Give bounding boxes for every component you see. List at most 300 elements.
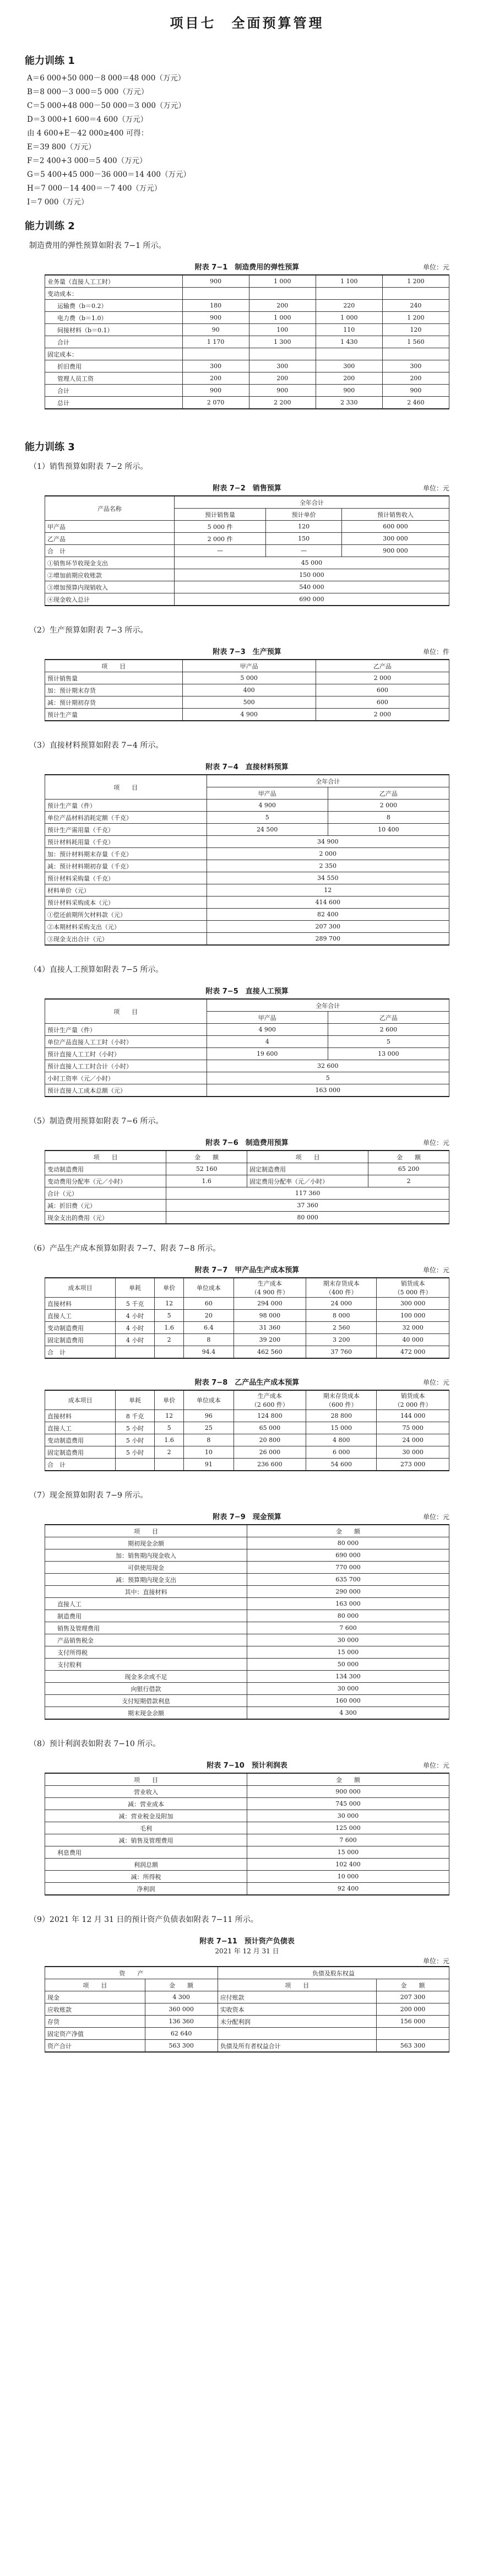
table-row <box>45 800 449 812</box>
table-cell: 94.4 <box>184 1346 234 1359</box>
table-cell: 360 000 <box>145 2003 218 2016</box>
table-cell: 直接人工 <box>45 1422 116 1434</box>
answer-line: G＝5 400+45 000－36 000＝14 400（万元） <box>27 170 191 179</box>
table-cell <box>376 2028 449 2040</box>
table-cell: 合计 <box>45 336 183 348</box>
table-cell: ①偿还前期所欠材料款（元） <box>45 909 207 921</box>
table-unit: 单位：元 <box>422 484 449 492</box>
table-cell: 减：营业成本 <box>45 1798 247 1810</box>
table-cell: 2 000 <box>316 672 449 684</box>
answer-lines <box>25 72 469 209</box>
table-cell: 2 070 <box>182 397 249 409</box>
header-cell: 单耗 <box>116 1278 155 1298</box>
header-cell: 项 目 <box>247 1151 368 1163</box>
table-cell: 32 000 <box>377 1322 449 1334</box>
table-cell: 折旧费用 <box>45 360 183 372</box>
table-header-row <box>45 1525 449 1537</box>
table-cell: ③现金支出合计（元） <box>45 933 207 946</box>
paragraph: （9）2021 年 12 月 31 日的预计资产负债表如附表 7−11 所示。 <box>29 1915 258 1924</box>
table-cell: 472 000 <box>377 1346 449 1359</box>
table-caption: 附表 7−8 乙产品生产成本预算 <box>194 1379 300 1387</box>
table-cell: 合 计 <box>45 1346 116 1359</box>
table-header-row <box>45 660 449 672</box>
table-row <box>45 1310 449 1322</box>
table-row <box>45 672 449 684</box>
table-row <box>45 1562 449 1574</box>
table-cell: 现金 <box>45 1991 145 2003</box>
table-cell: 120 <box>266 521 342 533</box>
table-caption: 附表 7−5 直接人工预算 <box>205 987 289 996</box>
table-cell: 635 700 <box>247 1574 449 1586</box>
table-cell: 37 360 <box>166 1200 449 1212</box>
table-row <box>45 533 449 545</box>
table-cell: 直接人工 <box>45 1310 116 1322</box>
table-cell: 预计材料采购成本（元） <box>45 897 207 909</box>
header-cell: 乙产品 <box>328 787 449 800</box>
table-7-9 <box>45 1508 449 1720</box>
table-cell: ②本期材料采购支出（元） <box>45 921 207 933</box>
table-cell: 运输费（b＝0.2） <box>45 300 183 312</box>
header-cell: 金 额 <box>368 1151 449 1163</box>
table-cell: 其中：直接材料 <box>45 1586 247 1598</box>
section-heading-3: 能力训练 3 <box>25 441 75 453</box>
header-cell: 全年合计 <box>174 496 449 509</box>
table-cell: 117 360 <box>166 1187 449 1200</box>
table-row <box>45 288 449 300</box>
table-cell: 存货 <box>45 2016 145 2028</box>
table-cell: 150 <box>266 533 342 545</box>
header-cell: 单位成本 <box>184 1278 234 1298</box>
table-cell: 180 <box>182 300 249 312</box>
table-cell: 134 300 <box>247 1671 449 1683</box>
table-row <box>45 312 449 324</box>
section-heading-1: 能力训练 1 <box>25 55 75 67</box>
table-cell: 30 000 <box>377 1446 449 1459</box>
header-cell: 甲产品 <box>207 787 328 800</box>
table-cell: 8 <box>184 1434 234 1446</box>
table-cell: 电力费（b＝1.0） <box>45 312 183 324</box>
table-cell: 24 500 <box>207 824 328 836</box>
table-cell: 减：销售及管理费用 <box>45 1834 247 1846</box>
table-row <box>45 933 449 946</box>
table-cell: 91 <box>184 1459 234 1471</box>
table-cell: 34 550 <box>207 872 449 884</box>
table-cell: 96 <box>184 1410 234 1422</box>
table-cell: 5 千克 <box>116 1298 155 1310</box>
table-cell: 32 600 <box>207 1060 449 1072</box>
table-cell: 900 <box>382 385 449 397</box>
table-row <box>45 1859 449 1871</box>
table-row <box>45 1646 449 1659</box>
table-cell: 加：预计材料期末存量（千克） <box>45 848 207 860</box>
table-row <box>45 1072 449 1084</box>
table-cell: 24 000 <box>377 1434 449 1446</box>
table-caption: 附表 7−1 制造费用的弹性预算 <box>194 263 300 272</box>
table-row <box>45 300 449 312</box>
table-row <box>45 1695 449 1707</box>
table-cell: 300 000 <box>377 1298 449 1310</box>
table-cell: 1.6 <box>166 1175 247 1187</box>
table-cell: 1 200 <box>382 312 449 324</box>
table-caption: 附表 7−6 制造费用预算 <box>205 1139 289 1147</box>
table-row <box>45 2028 449 2040</box>
table-cell: 12 <box>207 884 449 897</box>
table-cell: 92 400 <box>247 1883 449 1895</box>
table-row <box>45 836 449 848</box>
table-caption: 附表 7−4 直接材料预算 <box>205 763 289 771</box>
table-cell: 实收资本 <box>218 2003 376 2016</box>
table-row <box>45 1822 449 1834</box>
header-cell: 甲产品 <box>182 660 316 672</box>
table-cell: 营业收入 <box>45 1786 247 1798</box>
table-row <box>45 1346 449 1359</box>
table-cell: 65 000 <box>234 1422 306 1434</box>
table-row <box>45 1200 449 1212</box>
table-row <box>45 1459 449 1471</box>
table-row <box>45 1883 449 1895</box>
table-cell: 75 000 <box>377 1422 449 1434</box>
table-cell: 150 000 <box>174 569 449 581</box>
table-cell: 资产合计 <box>45 2040 145 2053</box>
table-cell: 136 360 <box>145 2016 218 2028</box>
table-7-3 <box>45 642 449 721</box>
answer-line: H＝7 000－14 400＝－7 400（万元） <box>27 184 162 193</box>
table-row <box>45 275 449 288</box>
table-cell: 900 <box>316 385 382 397</box>
table-cell: 预计材料采购量（千克） <box>45 872 207 884</box>
table-cell: 2 600 <box>328 1024 449 1036</box>
table-cell: 102 400 <box>247 1859 449 1871</box>
table-cell <box>316 348 382 360</box>
table-row <box>45 1175 449 1187</box>
header-cell: 销货成本 （5 000 件） <box>377 1278 449 1298</box>
table-row <box>45 1187 449 1200</box>
table-cell: 2 <box>155 1334 184 1346</box>
table-cell: 25 <box>184 1422 234 1434</box>
table-cell: 144 000 <box>377 1410 449 1422</box>
table-header-row <box>45 775 449 787</box>
table-row <box>45 385 449 397</box>
answer-line: 由 4 600+E－42 000≥400 可得： <box>27 129 149 138</box>
table-row <box>45 545 449 557</box>
table-cell: 156 000 <box>376 2016 449 2028</box>
table-cell: 固定制造费用 <box>45 1446 116 1459</box>
table-cell: 2 350 <box>207 860 449 872</box>
table-cell: 5 <box>207 1072 449 1084</box>
table-cell: 负债及所有者权益合计 <box>218 2040 376 2053</box>
table-cell: 100 000 <box>377 1310 449 1322</box>
header-cell: 全年合计 <box>207 775 449 787</box>
table-cell: 220 <box>316 300 382 312</box>
table-row <box>45 684 449 696</box>
table-header-row <box>45 1151 449 1163</box>
table-cell <box>116 1459 155 1471</box>
table-row <box>45 1683 449 1695</box>
table-row <box>45 824 449 836</box>
header-cell: 乙产品 <box>316 660 449 672</box>
table-cell: 290 000 <box>247 1586 449 1598</box>
table-cell: 770 000 <box>247 1562 449 1574</box>
table-caption: 附表 7−7 甲产品生产成本预算 <box>194 1266 300 1275</box>
table-cell: 加：预计期末存货 <box>45 684 183 696</box>
table-row <box>45 872 449 884</box>
table-row <box>45 1298 449 1310</box>
header-cell: 生产成本 （4 900 件） <box>234 1278 306 1298</box>
table-cell: 单位产品材料消耗定额（千克） <box>45 812 207 824</box>
answer-line: F＝2 400+3 000＝5 400（万元） <box>27 156 147 165</box>
table-7-5 <box>45 982 449 1097</box>
table-cell: ④现金收入总计 <box>45 593 175 606</box>
table-row <box>45 569 449 581</box>
table-cell: 3 200 <box>306 1334 377 1346</box>
table-cell: 销售及管理费用 <box>45 1622 247 1634</box>
table-cell: 应付账款 <box>218 1991 376 2003</box>
table-cell <box>316 288 382 300</box>
header-cell: 单价 <box>155 1390 184 1410</box>
table-cell: 28 800 <box>306 1410 377 1422</box>
table-cell: 26 000 <box>234 1446 306 1459</box>
table-cell <box>116 1346 155 1359</box>
table-cell: 1.6 <box>155 1434 184 1446</box>
header-cell: 项 目 <box>45 1979 145 1991</box>
table-cell: 2 560 <box>306 1322 377 1334</box>
table-cell: 减：所得税 <box>45 1871 247 1883</box>
table-row <box>45 348 449 360</box>
table-cell: 变动制造费用 <box>45 1322 116 1334</box>
table-cell: 固定资产净值 <box>45 2028 145 2040</box>
table-cell: 80 000 <box>247 1610 449 1622</box>
table-cell: 1 560 <box>382 336 449 348</box>
table-cell: 管理人员工资 <box>45 372 183 385</box>
table-cell: 现金支出的费用（元） <box>45 1212 166 1224</box>
table-cell: 预计材料耗用量（千克） <box>45 836 207 848</box>
table-cell: 1 000 <box>249 275 316 288</box>
table-row <box>45 1834 449 1846</box>
table-row <box>45 2040 449 2053</box>
table-cell <box>155 1459 184 1471</box>
table-row <box>45 1036 449 1048</box>
table-cell: 间接材料（b＝0.1） <box>45 324 183 336</box>
table-cell: 5 <box>328 1036 449 1048</box>
table-7-4 <box>45 758 449 946</box>
paragraph: 制造费用的弹性预算如附表 7−1 所示。 <box>29 241 166 250</box>
table-cell: 120 <box>382 324 449 336</box>
table-cell: 合 计 <box>45 1459 116 1471</box>
table-cell: 1 000 <box>249 312 316 324</box>
table-row <box>45 1622 449 1634</box>
header-cell: 项 目 <box>45 660 183 672</box>
table-cell: 4 300 <box>145 1991 218 2003</box>
table-header-row <box>45 1967 449 1979</box>
table-cell: 1 100 <box>316 275 382 288</box>
table-row <box>45 860 449 872</box>
header-cell: 项 目 <box>218 1979 376 1991</box>
table-cell: 净利润 <box>45 1883 247 1895</box>
table-row <box>45 848 449 860</box>
table-cell: 5 <box>155 1422 184 1434</box>
table-cell: 745 000 <box>247 1798 449 1810</box>
table-row <box>45 1422 449 1434</box>
header-cell: 金 额 <box>166 1151 247 1163</box>
table-cell: 6 000 <box>306 1446 377 1459</box>
table-cell: 563 300 <box>145 2040 218 2053</box>
table-cell: 200 <box>382 372 449 385</box>
table-cell: 现金多余或不足 <box>45 1671 247 1683</box>
answer-line: C＝5 000+48 000－50 000＝3 000（万元） <box>27 101 186 110</box>
table-cell: 直接材料 <box>45 1298 116 1310</box>
table-cell: 300 000 <box>342 533 449 545</box>
table-cell: 应收账款 <box>45 2003 145 2016</box>
table-row <box>45 1334 449 1346</box>
table-cell: 2 000 <box>316 709 449 721</box>
table-cell: 预计生产量（件） <box>45 800 207 812</box>
table-row <box>45 1659 449 1671</box>
table-cell: 12 <box>155 1298 184 1310</box>
table-cell: 期末现金余额 <box>45 1707 247 1720</box>
table-7-2 <box>45 479 449 606</box>
table-row <box>45 1871 449 1883</box>
table-cell: 2 200 <box>249 397 316 409</box>
table-cell: 110 <box>316 324 382 336</box>
table-cell: 合 计 <box>45 545 175 557</box>
answer-line: B＝8 000－3 000＝5 000（万元） <box>27 88 149 96</box>
table-row <box>45 812 449 824</box>
table-cell: 7 600 <box>247 1834 449 1846</box>
header-cell: 金 额 <box>376 1979 449 1991</box>
table-row <box>45 1434 449 1446</box>
table-cell: 15 000 <box>306 1422 377 1434</box>
table-row <box>45 1212 449 1224</box>
table-row <box>45 1610 449 1622</box>
table-row <box>45 336 449 348</box>
table-cell: 预计生产量 <box>45 709 183 721</box>
header-cell: 成本项目 <box>45 1390 116 1410</box>
table-cell: 10 <box>184 1446 234 1459</box>
paragraph: （2）生产预算如附表 7−3 所示。 <box>29 626 148 635</box>
table-cell: 5 小时 <box>116 1422 155 1434</box>
table-cell: 1 200 <box>382 275 449 288</box>
header-cell: 项 目 <box>45 1151 166 1163</box>
table-cell: 600 <box>316 684 449 696</box>
table-row <box>45 581 449 593</box>
table-cell: 2 <box>155 1446 184 1459</box>
table-cell: ③增加预算内现销收入 <box>45 581 175 593</box>
table-cell: 300 <box>316 360 382 372</box>
table-caption: 附表 7−3 生产预算 <box>213 648 281 656</box>
table-cell: 10 400 <box>328 824 449 836</box>
table-row <box>45 1991 449 2003</box>
header-cell: 单位成本 <box>184 1390 234 1410</box>
table-7-7 <box>45 1261 449 1359</box>
section-heading-2: 能力训练 2 <box>25 220 75 232</box>
table-cell: 8 000 <box>306 1310 377 1322</box>
page-title: 项目七 全面预算管理 <box>170 15 324 31</box>
table-cell: 500 <box>182 696 316 709</box>
table-row <box>45 1810 449 1822</box>
paragraph: （8）预计利润表如附表 7−10 所示。 <box>29 1740 161 1748</box>
table-cell: 207 300 <box>207 921 449 933</box>
table-cell <box>249 288 316 300</box>
table-cell: 减：折旧费（元） <box>45 1200 166 1212</box>
table-7-1 <box>45 258 449 409</box>
table-cell: 1 000 <box>316 312 382 324</box>
table-cell: 690 000 <box>247 1549 449 1562</box>
table-cell: 300 <box>382 360 449 372</box>
table-cell <box>382 288 449 300</box>
answer-line: E＝39 800（万元） <box>27 143 96 152</box>
table-cell: 4 300 <box>247 1707 449 1720</box>
table-row <box>45 2003 449 2016</box>
table-unit: 单位：元 <box>422 1379 449 1386</box>
table-cell: 支付短期借款利息 <box>45 1695 247 1707</box>
table-cell: 总计 <box>45 397 183 409</box>
table-row <box>45 1084 449 1097</box>
table-cell: 200 <box>316 372 382 385</box>
paragraph: （3）直接材料预算如附表 7−4 所示。 <box>29 741 164 750</box>
table-cell: 160 000 <box>247 1695 449 1707</box>
table-cell: 240 <box>382 300 449 312</box>
table-cell: 90 <box>182 324 249 336</box>
table-cell <box>382 348 449 360</box>
table-cell: 4 900 <box>207 1024 328 1036</box>
table-row <box>45 921 449 933</box>
table-cell: 乙产品 <box>45 533 175 545</box>
table-cell: 变动制造费用 <box>45 1163 166 1175</box>
table-row <box>45 1634 449 1646</box>
header-cell: 单耗 <box>116 1390 155 1410</box>
table-7-8 <box>45 1373 449 1471</box>
table-unit: 单位：元 <box>422 1266 449 1274</box>
table-unit: 单位：元 <box>422 1762 449 1769</box>
header-cell: 成本项目 <box>45 1278 116 1298</box>
table-cell: 30 000 <box>247 1810 449 1822</box>
paragraph: （7）现金预算如附表 7−9 所示。 <box>29 1491 148 1500</box>
table-cell: 利润总额 <box>45 1859 247 1871</box>
table-cell: 预计销售量 <box>45 672 183 684</box>
table-cell: 固定成本： <box>45 348 183 360</box>
paragraph: （1）销售预算如附表 7−2 所示。 <box>29 462 148 471</box>
header-cell: 产品名称 <box>45 496 175 521</box>
table-cell: 80 000 <box>247 1537 449 1549</box>
table-header-row <box>45 999 449 1012</box>
table-cell: 2 460 <box>382 397 449 409</box>
table-cell: ①销售环节收现金支出 <box>45 557 175 569</box>
table-7-6 <box>45 1133 449 1224</box>
table-cell: — <box>266 545 342 557</box>
table-cell: 300 <box>182 360 249 372</box>
table-header-row <box>45 1979 449 1991</box>
table-cell: 材料单价（元） <box>45 884 207 897</box>
table-cell: 600 000 <box>342 521 449 533</box>
table-row <box>45 709 449 721</box>
table-cell: 30 000 <box>247 1634 449 1646</box>
table-cell: 900 <box>182 385 249 397</box>
table-cell: 414 600 <box>207 897 449 909</box>
table-cell: 变动制造费用 <box>45 1434 116 1446</box>
table-cell: 小时工资率（元／小时） <box>45 1072 207 1084</box>
table-unit: 单位：元 <box>422 1139 449 1147</box>
table-cell: 563 300 <box>376 2040 449 2053</box>
table-row <box>45 1671 449 1683</box>
table-cell: 业务量（直接人工工时） <box>45 275 183 288</box>
header-cell: 甲产品 <box>207 1012 328 1024</box>
table-cell: 100 <box>249 324 316 336</box>
table-cell: 690 000 <box>174 593 449 606</box>
table-cell: 207 300 <box>376 1991 449 2003</box>
table-cell: 294 000 <box>234 1298 306 1310</box>
table-row <box>45 1322 449 1334</box>
paragraph: （5）制造费用预算如附表 7−6 所示。 <box>29 1117 164 1126</box>
